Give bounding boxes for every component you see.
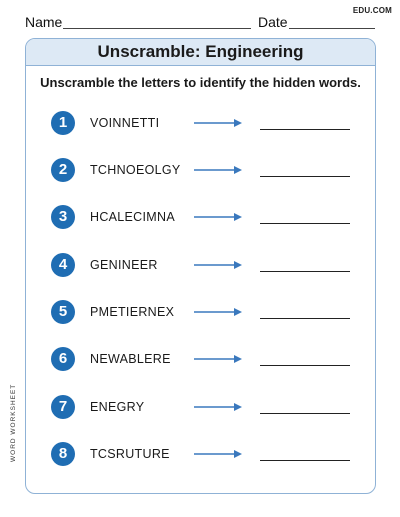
scrambled-word: PMETIERNEX (90, 305, 175, 319)
scrambled-word: TCSRUTURE (90, 447, 170, 461)
list-item (26, 300, 375, 326)
answer-line[interactable] (260, 271, 350, 272)
side-label: WORD WORKSHEET (10, 383, 17, 462)
arrow-right-icon (194, 353, 242, 365)
answer-line[interactable] (260, 318, 350, 319)
list-item (26, 253, 375, 279)
scrambled-word: TCHNOEOLGY (90, 163, 181, 177)
list-item (26, 442, 375, 468)
list-item (26, 395, 375, 421)
item-number-badge: 3 (51, 205, 75, 229)
worksheet-instructions: Unscramble the letters to identify the hidden words. (40, 75, 361, 90)
worksheet-title: Unscramble: Engineering (26, 39, 375, 66)
arrow-right-icon (194, 164, 242, 176)
scrambled-word: GENINEER (90, 258, 158, 272)
item-number-badge: 1 (51, 111, 75, 135)
item-number-badge: 6 (51, 347, 75, 371)
item-number-badge: 8 (51, 442, 75, 466)
answer-line[interactable] (260, 176, 350, 177)
list-item (26, 158, 375, 184)
answer-line[interactable] (260, 223, 350, 224)
scrambled-word: NEWABLERE (90, 352, 171, 366)
date-label: Date (258, 14, 288, 30)
answer-line[interactable] (260, 365, 350, 366)
scrambled-word: HCALECIMNA (90, 210, 175, 224)
name-field-line[interactable] (63, 28, 251, 29)
list-item (26, 111, 375, 137)
list-item (26, 347, 375, 373)
brand-logo: EDU.COM (352, 6, 392, 15)
answer-line[interactable] (260, 460, 350, 461)
item-number-badge: 7 (51, 395, 75, 419)
answer-line[interactable] (260, 413, 350, 414)
arrow-right-icon (194, 401, 242, 413)
item-number-badge: 5 (51, 300, 75, 324)
item-number-badge: 4 (51, 253, 75, 277)
arrow-right-icon (194, 448, 242, 460)
arrow-right-icon (194, 211, 242, 223)
arrow-right-icon (194, 259, 242, 271)
name-label: Name (25, 14, 63, 30)
worksheet-card (25, 38, 376, 494)
arrow-right-icon (194, 306, 242, 318)
scrambled-word: ENEGRY (90, 400, 145, 414)
date-field-line[interactable] (289, 28, 375, 29)
list-item (26, 205, 375, 231)
answer-line[interactable] (260, 129, 350, 130)
arrow-right-icon (194, 117, 242, 129)
item-number-badge: 2 (51, 158, 75, 182)
scrambled-word: VOINNETTI (90, 116, 160, 130)
